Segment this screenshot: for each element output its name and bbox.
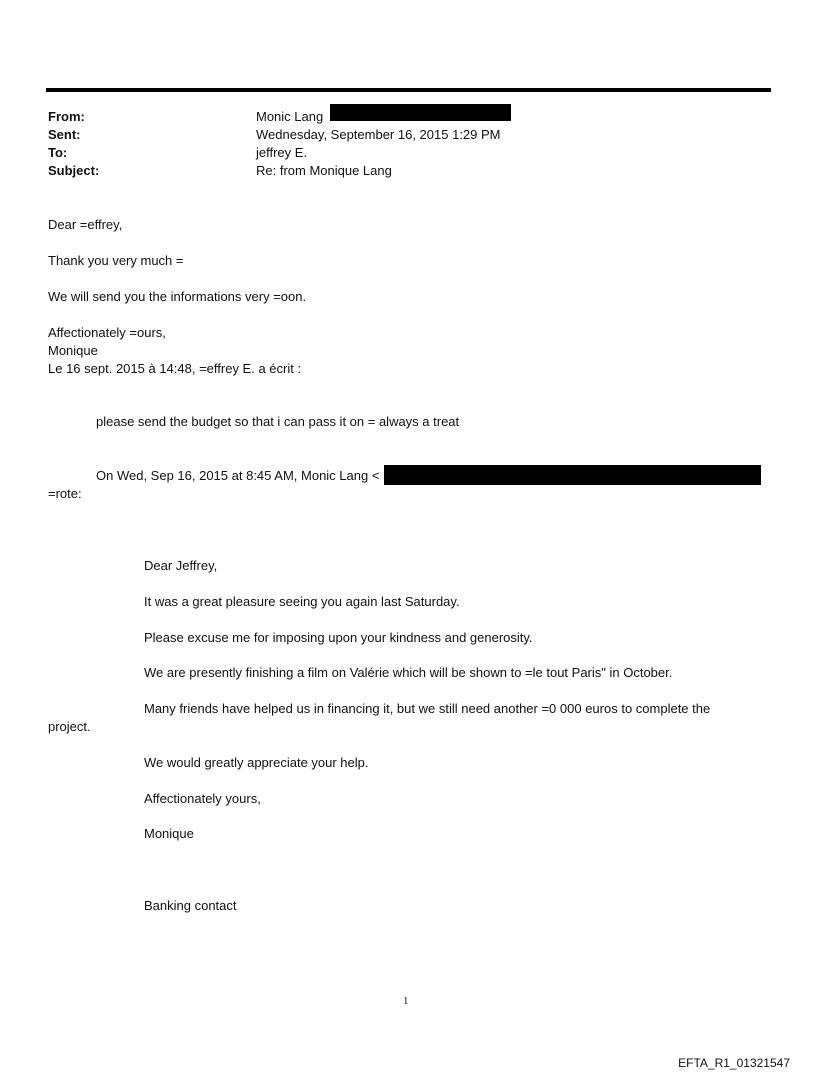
original-paragraph-4-cont: project. bbox=[48, 719, 91, 734]
quote-header: Le 16 sept. 2015 à 14:48, =effrey E. a écrit : bbox=[48, 361, 302, 376]
original-paragraph-4: Many friends have helped us in financing it, but we still need another =0 000 euros to complete the bbox=[144, 701, 711, 716]
original-greeting: Dear Jeffrey, bbox=[144, 558, 218, 573]
document-id: EFTA_R1_01321547 bbox=[678, 1056, 790, 1070]
original-paragraph-2: Please excuse me for imposing upon your kindness and generosity. bbox=[144, 630, 533, 645]
to-value: jeffrey E. bbox=[256, 145, 308, 160]
reply-rote: =rote: bbox=[48, 486, 82, 501]
original-paragraph-5: We would greatly appreciate your help. bbox=[144, 755, 369, 770]
reply-on-line: On Wed, Sep 16, 2015 at 8:45 AM, Monic Lang < bbox=[96, 468, 380, 483]
to-label: To: bbox=[48, 145, 68, 160]
redaction-bar bbox=[330, 104, 511, 121]
original-paragraph-3: We are presently finishing a film on Valérie which will be shown to =le tout Paris" in October. bbox=[144, 665, 673, 680]
body-send-info: We will send you the informations very =oon. bbox=[48, 289, 307, 304]
body-greeting: Dear =effrey, bbox=[48, 217, 123, 232]
subject-label: Subject: bbox=[48, 163, 100, 178]
sent-value: Wednesday, September 16, 2015 1:29 PM bbox=[256, 127, 501, 142]
header-divider bbox=[46, 88, 771, 92]
body-closing: Affectionately =ours, bbox=[48, 325, 166, 340]
sent-label: Sent: bbox=[48, 127, 81, 142]
reply-text: please send the budget so that i can pass it on = always a treat bbox=[96, 414, 460, 429]
original-paragraph-1: It was a great pleasure seeing you again last Saturday. bbox=[144, 594, 460, 609]
body-thanks: Thank you very much = bbox=[48, 253, 184, 268]
from-label: From: bbox=[48, 109, 85, 124]
original-closing: Affectionately yours, bbox=[144, 791, 261, 806]
subject-value: Re: from Monique Lang bbox=[256, 163, 392, 178]
banking-contact: Banking contact bbox=[144, 898, 237, 913]
original-signature: Monique bbox=[144, 826, 194, 841]
from-value: Monic Lang bbox=[256, 109, 324, 124]
body-signature: Monique bbox=[48, 343, 98, 358]
redaction-bar bbox=[384, 465, 761, 485]
page-number: 1 bbox=[403, 995, 409, 1007]
